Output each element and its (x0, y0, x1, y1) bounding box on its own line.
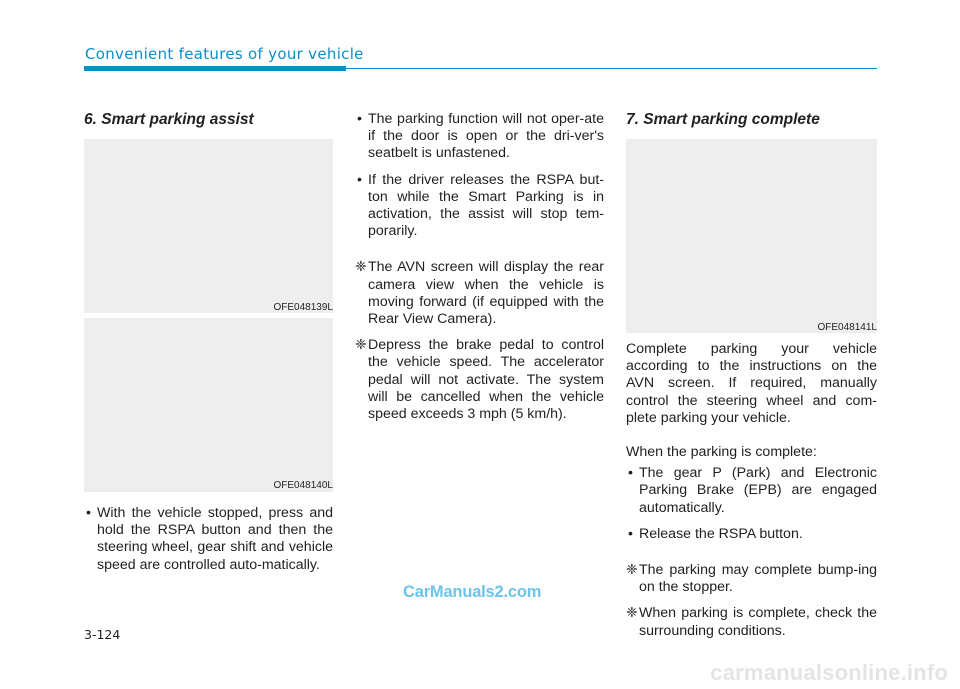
figure-rspa-screen-2 (84, 318, 333, 492)
list-item-text: If the driver releases the RSPA but-ton while the Smart Parking is in activation, the assist will stop tem-porarily. (368, 171, 604, 240)
list-item (626, 465, 877, 517)
bullet-icon: • (357, 171, 362, 188)
list-item (84, 505, 333, 574)
note-item (626, 605, 877, 639)
right-column-text (626, 341, 877, 649)
list-item-text: Release the RSPA button. (639, 525, 803, 542)
bullet-icon: • (86, 505, 91, 521)
list-item (355, 111, 604, 163)
section-heading-smart-parking-complete: 7. Smart parking complete (626, 111, 820, 128)
note-text: Depress the brake pedal to control the vehicle speed. The accelerator pedal will not activate. The system will be cancelled when the vehicle speed exceeds 3 mph (5 km/h). (368, 337, 604, 423)
bullet-icon: • (628, 465, 633, 482)
note-icon: ❈ (355, 337, 367, 354)
paragraph: Complete parking your vehicle according to the instructions on the AVN screen. If required, manually control the steering wheel and com-plete parking your vehicle. (626, 341, 877, 426)
list-item-text: The gear P (Park) and Electronic Parking Brake (EPB) are engaged automatically. (639, 465, 877, 516)
section-header-title: Convenient features of your vehicle (85, 45, 364, 63)
note-icon: ❈ (626, 605, 638, 622)
watermark-link[interactable]: CarManuals2.com (403, 583, 542, 601)
header-rule-accent (84, 66, 346, 71)
figure-code-2: OFE048140L (273, 480, 333, 491)
page-number: 3-124 (84, 627, 121, 642)
middle-column-text (355, 111, 604, 432)
list-item-text: The parking function will not oper-ate if the door is open or the dri-ver's seatbelt is unfastened. (368, 111, 604, 162)
note-icon: ❈ (355, 259, 367, 276)
note-icon: ❈ (626, 562, 638, 579)
note-text: The parking may complete bump-ing on the stopper. (639, 562, 877, 596)
header-rule-line (346, 68, 877, 69)
figure-rspa-screen-1 (84, 139, 333, 313)
note-text: The AVN screen will display the rear camera view when the vehicle is moving forward (if equipped with the Rear View Camera). (368, 259, 604, 328)
section-heading-smart-parking-assist: 6. Smart parking assist (84, 111, 254, 128)
bullet-icon: • (357, 111, 362, 127)
list-item (355, 172, 604, 241)
note-text: When parking is complete, check the surrounding conditions. (639, 605, 877, 639)
footer-site-watermark: carmanualsonline.info (710, 660, 948, 685)
list-item (626, 526, 877, 543)
note-item (355, 337, 604, 423)
note-item (355, 259, 604, 328)
bullet-icon: • (628, 525, 633, 542)
left-column-text (84, 505, 333, 583)
figure-code-1: OFE048139L (273, 302, 333, 313)
intro-text: When the parking is complete: (626, 444, 817, 461)
figure-parking-complete-screen (626, 139, 877, 333)
figure-code-3: OFE048141L (817, 322, 877, 333)
list-item-text: With the vehicle stopped, press and hold the RSPA button and then the steering wheel, gear shift and vehicle speed are controlled auto-matically. (97, 505, 333, 573)
note-item (626, 562, 877, 596)
